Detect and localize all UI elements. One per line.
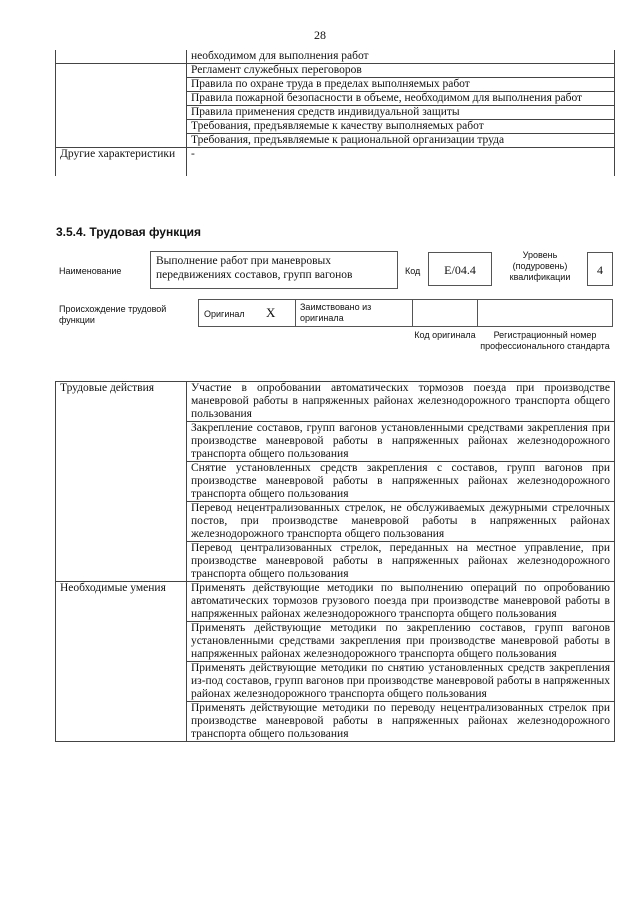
table-cell: Снятие установленных средств закрепления с составов, групп вагонов при производстве маневровой работы в напряженных районах железнодорожного транспорта общего пользования: [187, 462, 615, 502]
table-cell: Требования, предъявляемые к качеству выполняемых работ: [187, 120, 615, 134]
table-cell: Регламент служебных переговоров: [187, 64, 615, 78]
table-cell-empty: [56, 92, 187, 106]
table-cell-empty: [56, 702, 187, 742]
table-cell: Применять действующие методики по выполнению операций по опробованию автоматических тормозов грузового поезда при производстве маневровой работы в напряженных районах железнодорожного транспорта общего пользования: [187, 582, 615, 622]
table-cell: Правила пожарной безопасности в объеме, необходимом для выполнения работ: [187, 92, 615, 106]
table-cell-empty: [56, 106, 187, 120]
table-cell-empty: [56, 462, 187, 502]
registration-number-caption: Регистрационный номер профессионального стандарта: [480, 330, 610, 351]
table-cell: Правила применения средств индивидуальной защиты: [187, 106, 615, 120]
labor-function-table: [55, 381, 615, 742]
table-cell-empty: [56, 78, 187, 92]
group-label-required-skills: Необходимые умения: [56, 582, 187, 622]
original-code-box: [412, 299, 478, 327]
other-characteristics-label: Другие характеристики: [56, 148, 187, 177]
table-cell-empty: [56, 50, 187, 64]
section-title: 3.5.4. Трудовая функция: [56, 225, 201, 239]
table-cell-empty: [56, 622, 187, 662]
table-cell: Перевод централизованных стрелок, переданных на местное управление, при производстве маневровой работы в напряженных районах железнодорожного транспорта общего пользования: [187, 542, 615, 582]
table-cell: необходимом для выполнения работ: [187, 50, 615, 64]
level-label: Уровень (подуровень) квалификации: [509, 250, 571, 282]
table-cell: Применять действующие методики по закреплению составов, групп вагонов установленными средствами закрепления при производстве маневровой работы в напряженных районах железнодорожного транспорта общего пользования: [187, 622, 615, 662]
other-characteristics-value: -: [187, 148, 615, 177]
borrowed-label: Заимствовано из оригинала: [300, 302, 372, 323]
table-cell-empty: [56, 422, 187, 462]
table-cell: Применять действующие методики по переводу нецентрализованных стрелок при производстве маневровой работы в напряженных районах железнодорожного транспорта общего пользования: [187, 702, 615, 742]
table-cell: Применять действующие методики по снятию установленных средств закрепления из-под составов, групп вагонов при производстве маневровой работы в напряженных районах железнодорожного транспорта общего пользования: [187, 662, 615, 702]
table-cell: Требования, предъявляемые к рациональной организации труда: [187, 134, 615, 148]
table-cell-empty: [56, 542, 187, 582]
table-cell: Перевод нецентрализованных стрелок, не обслуживаемых дежурными стрелочных постов, при производстве маневровой работы в напряженных районах железнодорожного транспорта общего пользования: [187, 502, 615, 542]
original-label: Оригинал: [204, 309, 245, 319]
level-value-box: 4: [587, 252, 613, 286]
function-code-box: E/04.4: [428, 252, 492, 286]
original-code-caption: Код оригинала: [414, 330, 476, 340]
table-cell-empty: [56, 134, 187, 148]
name-label: Наименование: [59, 266, 122, 276]
code-label: Код: [405, 266, 421, 276]
registration-number-box: [477, 299, 613, 327]
table-cell-empty: [56, 662, 187, 702]
table-cell: Правила по охране труда в пределах выполняемых работ: [187, 78, 615, 92]
table-cell-empty: [56, 120, 187, 134]
function-name-box: Выполнение работ при маневровых передвижениях составов, групп вагонов: [150, 251, 398, 289]
original-mark: X: [266, 305, 276, 320]
table-cell-empty: [56, 502, 187, 542]
page-number: 28: [314, 28, 326, 42]
top-requirements-table: [55, 50, 615, 176]
group-label-labor-actions: Трудовые действия: [56, 382, 187, 422]
table-cell-empty: [56, 64, 187, 78]
origin-label: Происхождение трудовой функции: [59, 304, 167, 325]
table-cell: Участие в опробовании автоматических тормозов поезда при производстве маневровой работы в напряженных районах железнодорожного транспорта общего пользования: [187, 382, 615, 422]
table-cell: Закрепление составов, групп вагонов установленными средствами закрепления при производстве маневровой работы в напряженных районах железнодорожного транспорта общего пользования: [187, 422, 615, 462]
